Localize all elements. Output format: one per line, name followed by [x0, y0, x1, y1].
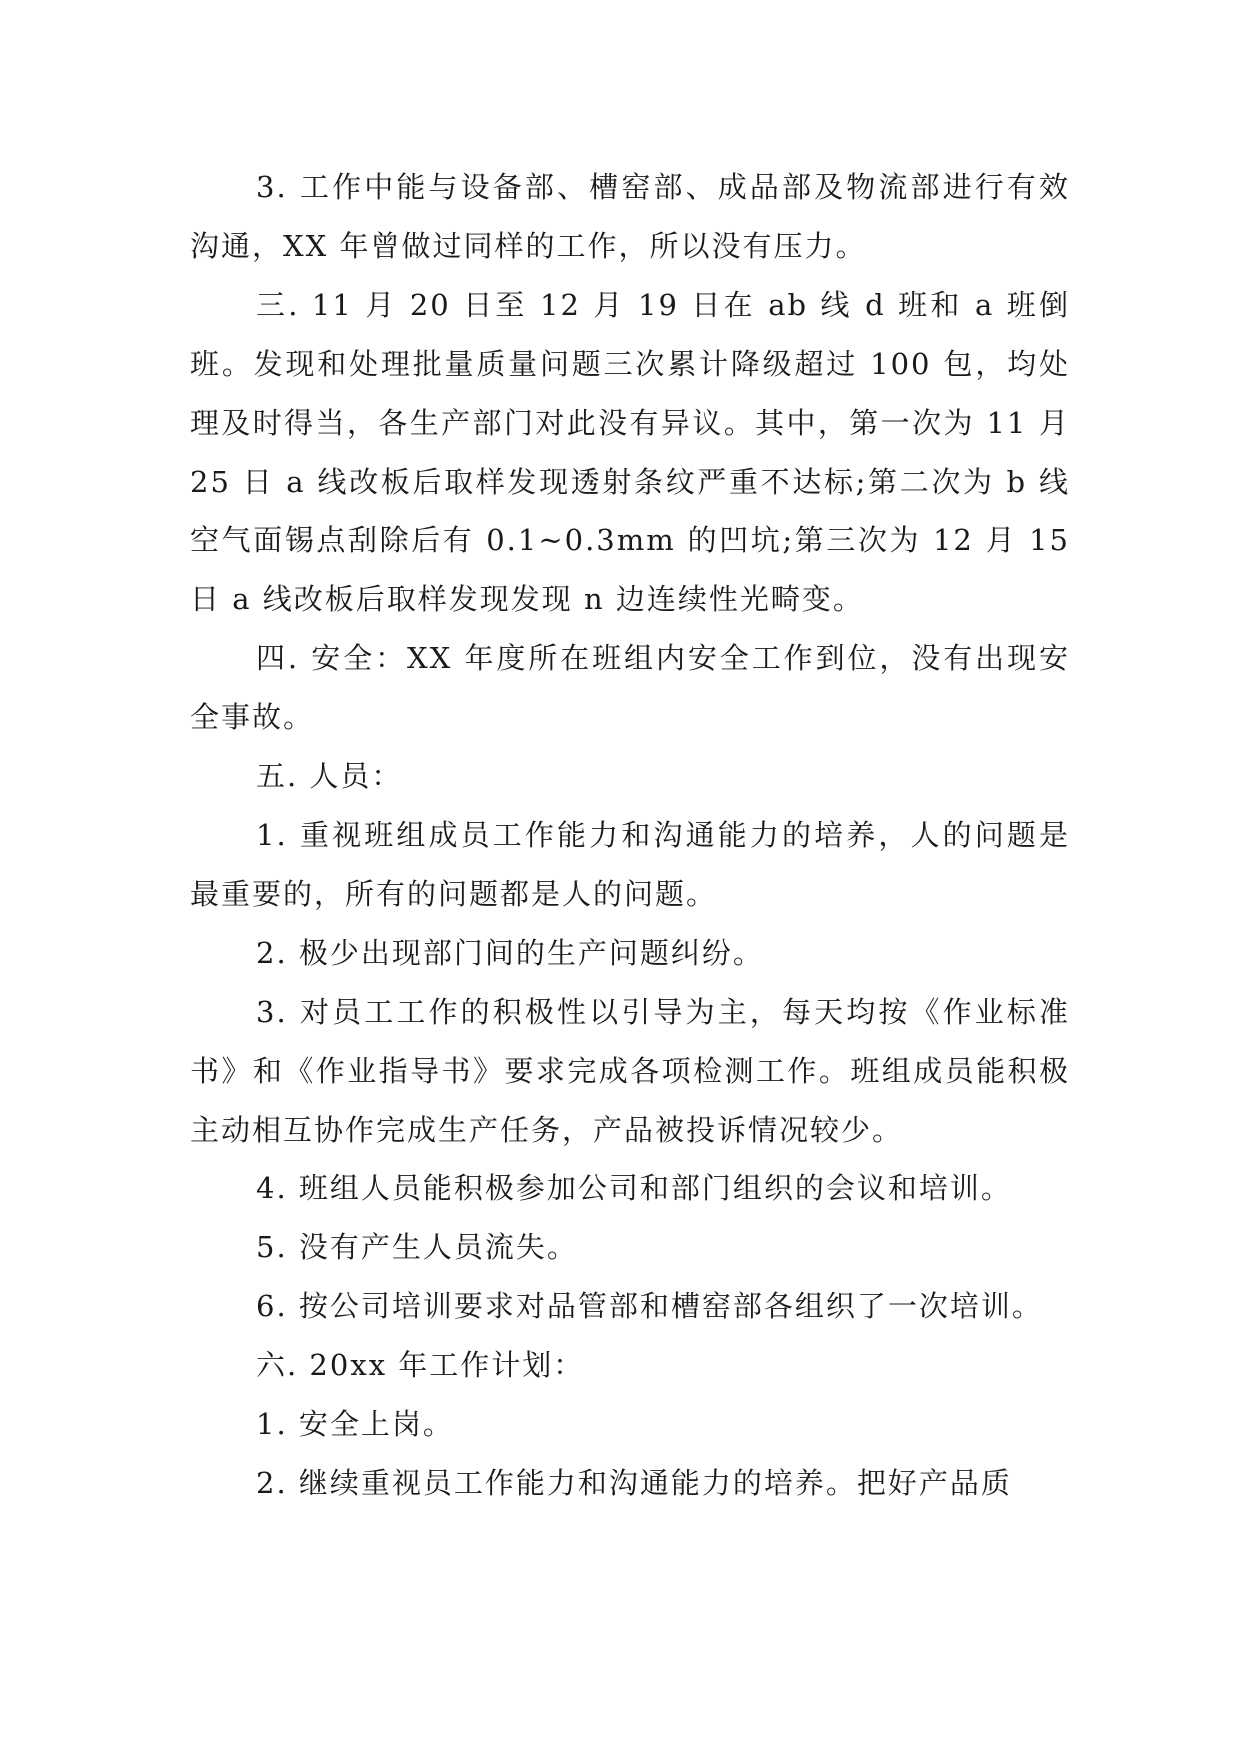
paragraph-personnel-3: 3. 对员工工作的积极性以引导为主，每天均按《作业标准书》和《作业指导书》要求完成各项检测工作。班组成员能积极主动相互协作完成生产任务，产品被投诉情况较少。 — [190, 994, 1070, 1147]
document-body — [190, 158, 1070, 1513]
paragraph-plan-2: 2. 继续重视员工作能力和沟通能力的培养。把好产品质 — [256, 1465, 1012, 1500]
paragraph-quality-issues: 三. 11 月 20 日至 12 月 19 日在 ab 线 d 班和 a 班倒班。发现和处理批量质量问题三次累计降级超过 100 包，均处理及时得当，各生产部门对此没有异议。其中，第一次为 11 月 25 日 a 线改板后取样发现透射条纹严重不达标;第二次为 b 线空气面锡点刮除后有 0.1~0.3mm 的凹坑;第三次为 12 月 15 日 a 线改板后取样发现发现 n 边连续性光畸变。 — [190, 287, 1070, 617]
paragraph-personnel-5: 5. 没有产生人员流失。 — [256, 1230, 578, 1265]
paragraph-personnel-heading: 五. 人员： — [256, 759, 403, 794]
paragraph-plan-heading: 六. 20xx 年工作计划： — [256, 1348, 585, 1383]
paragraph-personnel-2: 2. 极少出现部门间的生产问题纠纷。 — [256, 935, 764, 970]
paragraph-personnel-4: 4. 班组人员能积极参加公司和部门组织的会议和培训。 — [256, 1171, 1012, 1206]
paragraph-plan-1: 1. 安全上岗。 — [256, 1407, 454, 1442]
paragraph-personnel-6: 6. 按公司培训要求对品管部和槽窑部各组织了一次培训。 — [256, 1289, 1043, 1324]
paragraph-communication: 3. 工作中能与设备部、槽窑部、成品部及物流部进行有效沟通，XX 年曾做过同样的工作，所以没有压力。 — [190, 170, 1070, 263]
paragraph-safety: 四. 安全：XX 年度所在班组内安全工作到位，没有出现安全事故。 — [190, 641, 1070, 735]
paragraph-personnel-1: 1. 重视班组成员工作能力和沟通能力的培养，人的问题是最重要的，所有的问题都是人的问题。 — [190, 817, 1070, 911]
